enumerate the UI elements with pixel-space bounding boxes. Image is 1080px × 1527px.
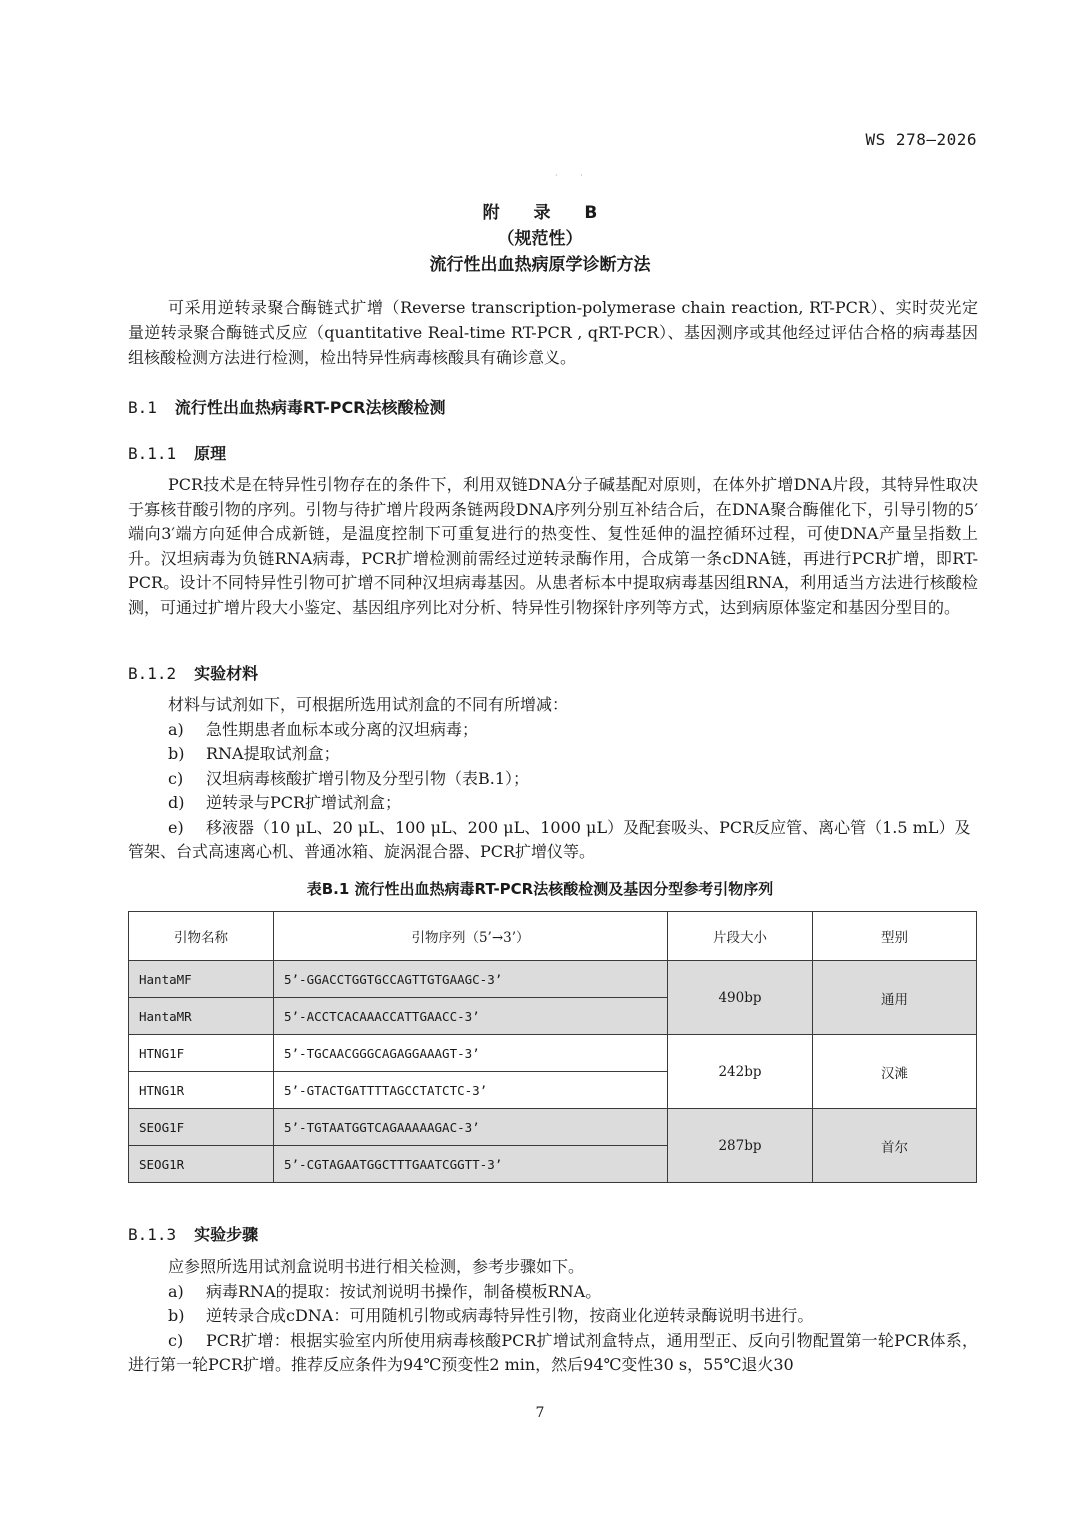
table-row: HTNG1F 5’-TGCAACGGGCAGAGGAAAGT-3’ 242bp 汉滩 bbox=[129, 1035, 977, 1072]
fragment-size-cell: 242bp bbox=[668, 1035, 813, 1109]
type-cell: 首尔 bbox=[813, 1109, 977, 1183]
table-caption: 表B.1 流行性出血热病毒RT-PCR法核酸检测及基因分型参考引物序列 bbox=[306, 880, 774, 898]
header-primer-name: 引物名称 bbox=[129, 912, 274, 961]
list-item: a) 急性期患者血标本或分离的汉坦病毒； bbox=[168, 719, 479, 739]
section-title: 流行性出血热病毒RT-PCR法核酸检测 bbox=[174, 398, 446, 417]
header-type: 型别 bbox=[813, 912, 977, 961]
materials-list bbox=[128, 693, 978, 865]
section-heading-b1 bbox=[128, 395, 446, 418]
principle-text: PCR技术是在特异性引物存在的条件下，利用双链DNA分子碱基配对原则，在体外扩增DNA片段，其特异性取决于寡核苷酸引物的序列。引物与待扩增片段两条链两段DNA序列分别互补结合后，在DNA聚合酶催化下，引导引物的5′端向3′端方向延伸合成新链，是温度控制下可重复进行的热变性、复性延伸的温控循环过程，可使DNA产量呈指数上升。汉坦病毒为负链RNA病毒，PCR扩增检测前需经过逆转录酶作用，合成第一条cDNA链，再进行PCR扩增，即RT-PCR。设计不同特异性引物可扩增不同种汉坦病毒基因。从患者标本中提取病毒基因组RNA，利用适当方法进行核酸检测，可通过扩增片段大小鉴定、基因组序列比对分析、特异性引物探针序列等方式，达到病原体鉴定和基因分型目的。 bbox=[128, 475, 978, 617]
list-item: a) 病毒RNA的提取：按试剂说明书操作，制备模板RNA。 bbox=[168, 1281, 602, 1301]
type-cell: 汉滩 bbox=[813, 1035, 977, 1109]
intro-paragraph bbox=[128, 295, 978, 370]
table-row: HantaMR 5’-ACCTCACAAACCATTGAACC-3’ bbox=[129, 998, 977, 1035]
section-heading-b11 bbox=[128, 441, 226, 464]
page-number: 7 bbox=[535, 1405, 545, 1421]
list-item: e) 移液器（10 μL、20 μL、100 μL、200 μL、1000 μL）及配套吸头、PCR反应管、离心管（1.5 mL）及管架、台式高速离心机、普通冰箱、旋涡混合器、PCR扩增仪等。 bbox=[128, 817, 971, 861]
materials-lead: 材料与试剂如下，可根据所选用试剂盒的不同有所增减： bbox=[168, 695, 569, 714]
list-item: b) 逆转录合成cDNA：可用随机引物或病毒特异性引物，按商业化逆转录酶说明书进行。 bbox=[168, 1306, 814, 1325]
section-heading-b13 bbox=[128, 1222, 258, 1245]
steps-list bbox=[128, 1255, 978, 1378]
type-cell: 通用 bbox=[813, 961, 977, 1035]
section-number: B.1 bbox=[128, 398, 157, 417]
fragment-size-cell: 490bp bbox=[668, 961, 813, 1035]
table-row: HTNG1R 5’-GTACTGATTTTAGCCTATCTC-3’ bbox=[129, 1072, 977, 1109]
section-number: B.1.2 bbox=[128, 664, 177, 683]
header-fragment-size: 片段大小 bbox=[668, 912, 813, 961]
table-header-row bbox=[129, 912, 977, 961]
intro-text: 可采用逆转录聚合酶链式扩增（Reverse transcription-polymerase chain reaction, RT-PCR）、实时荧光定量逆转录聚合酶链式反应（quantitative Real-time RT-PCR , qRT-PCR）、基因测序或其他经过评估合格的病毒基因组核酸检测方法进行检测，检出特异性病毒核酸具有确诊意义。 bbox=[128, 298, 978, 367]
appendix-title: 附 录 B bbox=[482, 203, 612, 223]
list-item: d) 逆转录与PCR扩增试剂盒； bbox=[168, 793, 402, 812]
primer-table bbox=[128, 911, 977, 1183]
list-item: c) PCR扩增：根据实验室内所使用病毒核酸PCR扩增试剂盒特点，通用型正、反向引物配置第一轮PCR体系，进行第一轮PCR扩增。推荐反应条件为94℃预变性2 min，然后94℃变性30 s，55℃退火30 bbox=[128, 1330, 978, 1374]
section-title: 原理 bbox=[194, 444, 227, 463]
document-code: WS 278—2026 bbox=[865, 130, 977, 149]
table-row: SEOG1R 5’-CGTAGAATGGCTTTGAATCGGTT-3’ bbox=[129, 1146, 977, 1183]
list-item: c) 汉坦病毒核酸扩增引物及分型引物（表B.1）； bbox=[168, 768, 530, 788]
appendix-heading bbox=[0, 200, 1080, 278]
principle-paragraph bbox=[128, 473, 978, 620]
list-item: b) RNA提取试剂盒； bbox=[168, 744, 340, 763]
decorative-dots: · · bbox=[555, 171, 593, 180]
section-title: 实验材料 bbox=[194, 664, 259, 683]
header-primer-sequence: 引物序列（5’→3’） bbox=[274, 912, 668, 961]
section-number: B.1.1 bbox=[128, 444, 177, 463]
fragment-size-cell: 287bp bbox=[668, 1109, 813, 1183]
steps-lead: 应参照所选用试剂盒说明书进行相关检测，参考步骤如下。 bbox=[168, 1257, 585, 1276]
table-row: SEOG1F 5’-TGTAATGGTCAGAAAAAGAC-3’ 287bp 首尔 bbox=[129, 1109, 977, 1146]
appendix-subject: 流行性出血热病原学诊断方法 bbox=[429, 255, 651, 275]
table-row: HantaMF 5’-GGACCTGGTGCCAGTTGTGAAGC-3’ 490bp 通用 bbox=[129, 961, 977, 998]
section-heading-b12 bbox=[128, 661, 258, 684]
section-title: 实验步骤 bbox=[194, 1225, 259, 1244]
appendix-nature: （规范性） bbox=[497, 229, 583, 249]
section-number: B.1.3 bbox=[128, 1225, 177, 1244]
